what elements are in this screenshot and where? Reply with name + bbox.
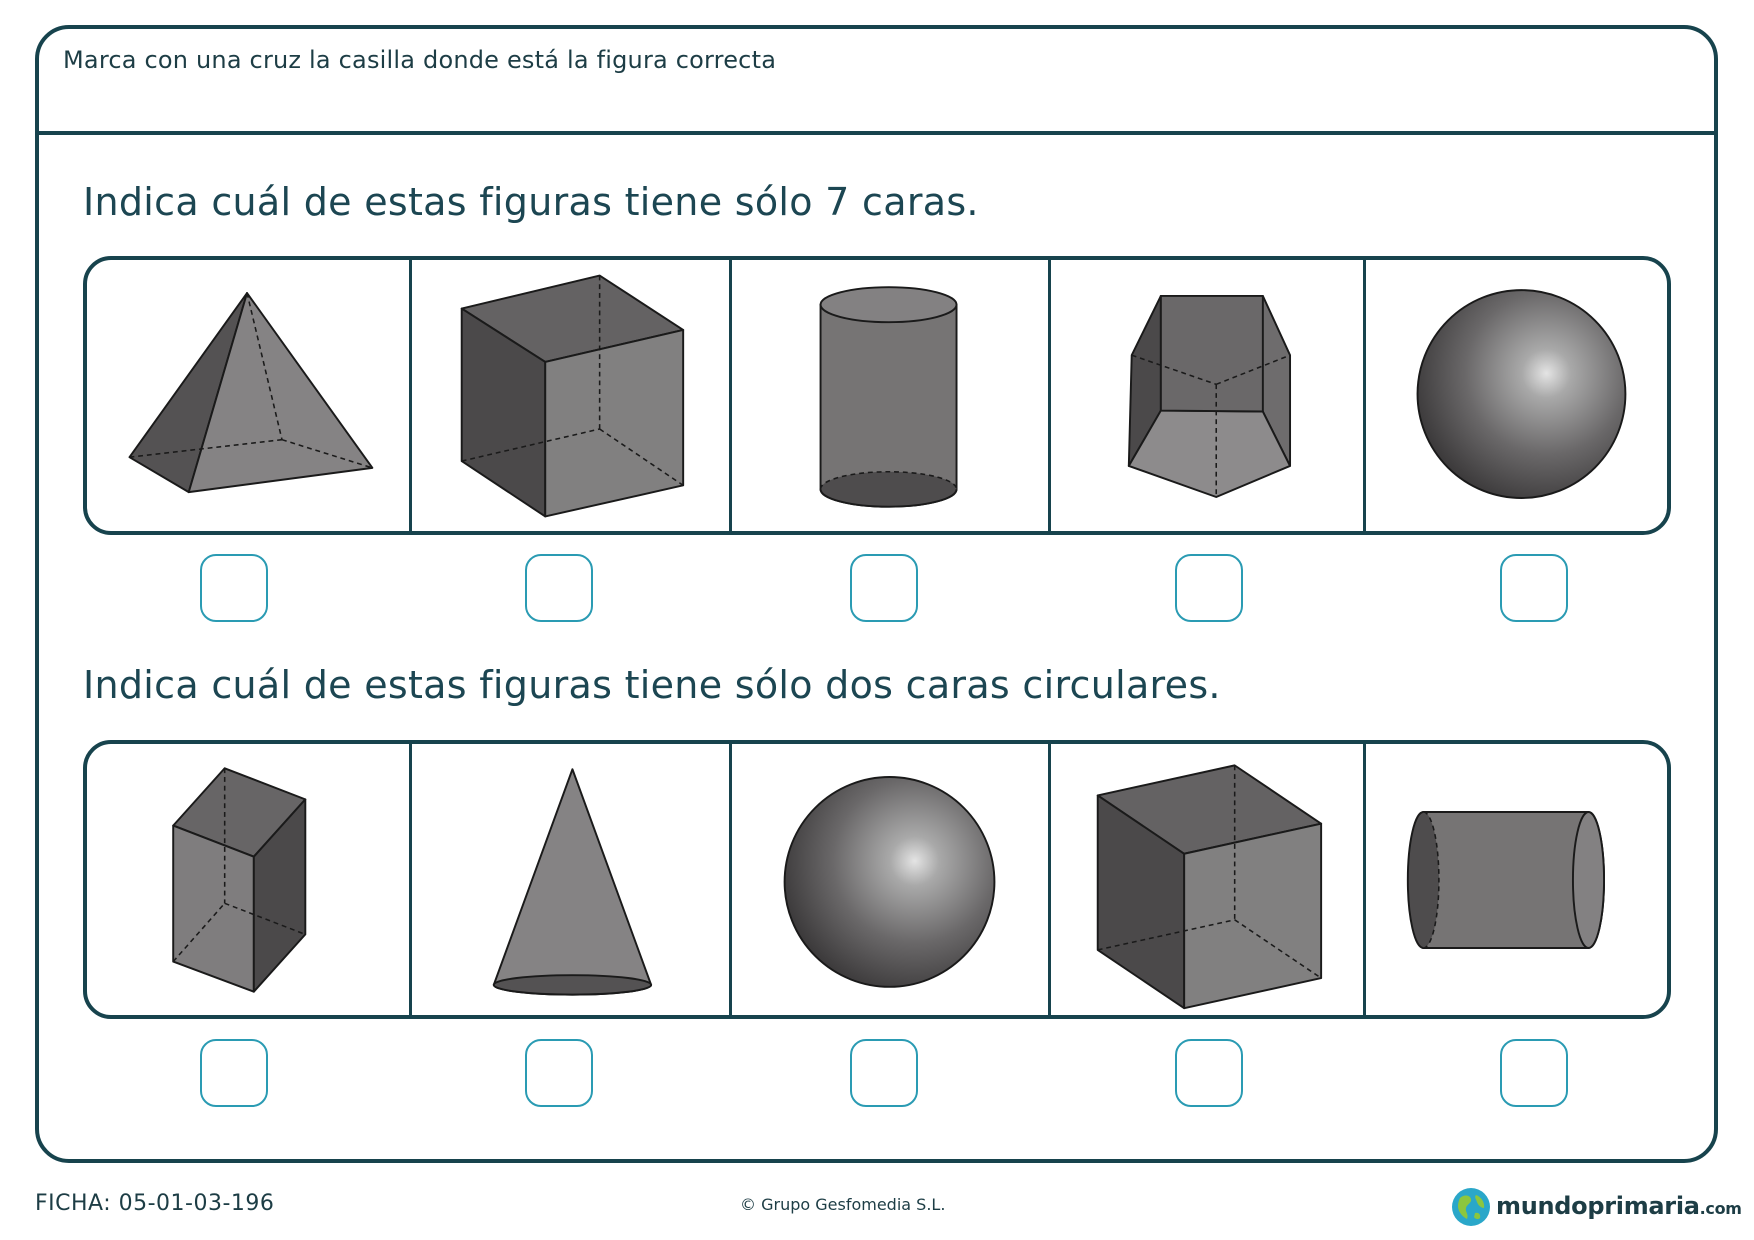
brand-name [1496, 1192, 1742, 1220]
instruction-text: Marca con una cruz la casilla donde está la figura correcta [63, 46, 777, 74]
cone-icon [412, 744, 729, 1015]
figure-cell [409, 260, 729, 531]
question-1: Indica cuál de estas figuras tiene sólo 7 caras. [83, 180, 979, 224]
answer-checkbox-q1-4[interactable] [1175, 554, 1243, 622]
answer-checkbox-q2-2[interactable] [525, 1039, 593, 1107]
figure-cell [1363, 260, 1671, 531]
figure-cell [1363, 744, 1671, 1015]
pentagonal-prism-icon [1051, 260, 1363, 531]
cube-icon [1051, 744, 1363, 1015]
globe-icon [1450, 1186, 1492, 1228]
brand-name-text: mundoprimaria [1496, 1192, 1700, 1220]
cylinder-icon [732, 260, 1048, 531]
answer-checkbox-q2-5[interactable] [1500, 1039, 1568, 1107]
answer-checkbox-q1-5[interactable] [1500, 554, 1568, 622]
answer-checkbox-q1-1[interactable] [200, 554, 268, 622]
figure-cell [1048, 260, 1363, 531]
header-divider [35, 131, 1718, 135]
worksheet-code: FICHA: 05-01-03-196 [35, 1191, 275, 1216]
cylinder-icon [1366, 744, 1671, 1015]
figures-panel-2 [83, 740, 1671, 1019]
answer-checkbox-q1-3[interactable] [850, 554, 918, 622]
figure-cell [1048, 744, 1363, 1015]
figure-cell [87, 744, 409, 1015]
answer-checkbox-q2-3[interactable] [850, 1039, 918, 1107]
answer-checkbox-q1-2[interactable] [525, 554, 593, 622]
pyramid-icon [87, 260, 409, 531]
brand-domain-text: .com [1699, 1199, 1742, 1218]
answer-checkbox-q2-1[interactable] [200, 1039, 268, 1107]
answer-checkbox-q2-4[interactable] [1175, 1039, 1243, 1107]
question-2: Indica cuál de estas figuras tiene sólo dos caras circulares. [83, 663, 1221, 707]
figure-cell [729, 260, 1048, 531]
rectangular-prism-icon [87, 744, 409, 1015]
figure-cell [729, 744, 1048, 1015]
sphere-icon [1366, 260, 1671, 531]
copyright-text: © Grupo Gesfomedia S.L. [740, 1195, 946, 1214]
figures-panel-1 [83, 256, 1671, 535]
figure-cell [87, 260, 409, 531]
figure-cell [409, 744, 729, 1015]
cube-icon [412, 260, 729, 531]
sphere-icon [732, 744, 1048, 1015]
